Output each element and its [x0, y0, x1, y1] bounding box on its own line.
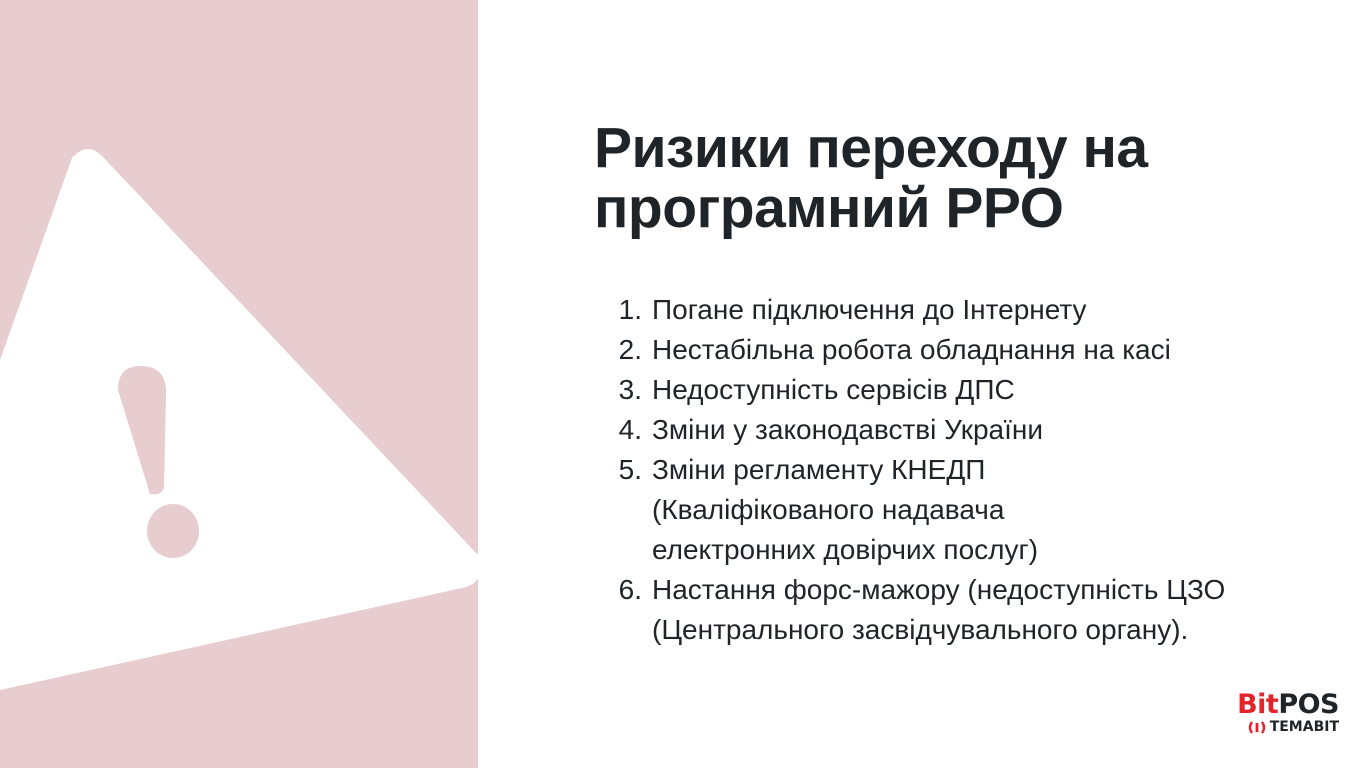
list-item-text: Зміни у законодавстві України — [652, 414, 1043, 445]
list-item — [594, 330, 1314, 370]
list-item-text: Нестабільна робота обладнання на касі — [652, 334, 1171, 365]
title-line-1: Ризики переходу на — [594, 116, 1148, 180]
exclamation-dot — [147, 504, 199, 558]
list-item — [594, 410, 1314, 450]
list-item — [594, 290, 1314, 330]
list-item — [594, 450, 1314, 570]
slide-content — [594, 118, 1314, 650]
list-item — [594, 570, 1314, 650]
logo-pos: POS — [1278, 689, 1339, 720]
logo-temabit: TEMABIT — [1269, 719, 1339, 735]
list-item-number: 4. — [618, 414, 642, 445]
slide-title — [594, 118, 1314, 238]
warning-triangle-icon — [0, 0, 478, 768]
logo-bit: Bit — [1237, 689, 1279, 720]
list-item-number: 6. — [618, 574, 642, 605]
list-item-number: 3. — [618, 374, 642, 405]
list-item-number: 2. — [618, 334, 642, 365]
logo-subline — [1237, 719, 1339, 735]
logo-wordmark — [1237, 690, 1339, 720]
list-item-text: Недоступність сервісів ДПС — [652, 374, 1015, 405]
list-item — [594, 370, 1314, 410]
list-item-text: Погане підключення до Інтернету — [652, 294, 1087, 325]
warning-panel — [0, 0, 478, 768]
temabit-mark-icon — [1248, 721, 1266, 734]
bitpos-logo — [1237, 690, 1339, 735]
list-item-text: Настання форс-мажору (недоступність ЦЗО (Центрального засвідчувального органу). — [652, 574, 1226, 645]
list-item-number: 1. — [618, 294, 642, 325]
title-line-2: програмний РРО — [594, 176, 1064, 240]
list-item-number: 5. — [618, 454, 642, 485]
list-item-text: Зміни регламенту КНЕДП (Кваліфікованого надавача електронних довірчих послуг) — [652, 454, 1039, 565]
risk-list — [594, 290, 1314, 650]
